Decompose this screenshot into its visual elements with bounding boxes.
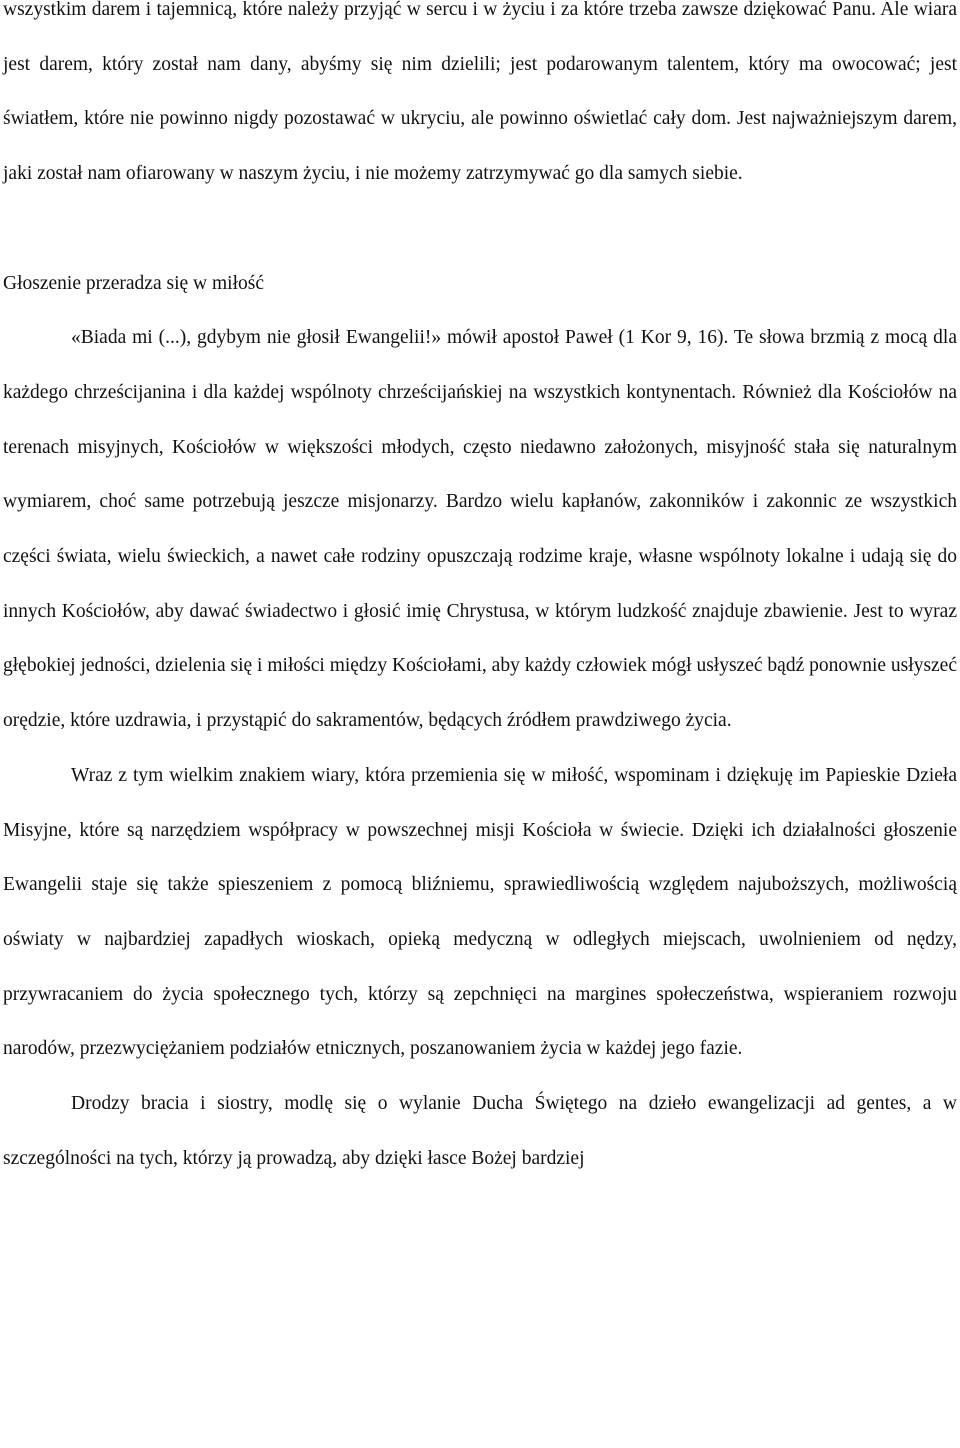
section-heading: Głoszenie przeradza się w miłość	[3, 272, 264, 294]
paragraph-3: Wraz z tym wielkim znakiem wiary, która przemienia się w miłość, wspominam i dziękuję im Papieskie Dzieła Misyjne, które są narzędziem współpracy w powszechnej misji Kościoła w świecie. Dzięki ich działalności głoszenie Ewangelii staje się także spieszeniem z pomocą bliźniemu, sprawiedliwością względem najuboższych, możliwością oświaty w najbardziej zapadłych wioskach, opieką medyczną w odległych miejscach, uwolnieniem od nędzy, przywracaniem do życia społecznego tych, którzy są zepchnięci na margines społeczeństwa, wspieraniem rozwoju narodów, przezwyciężaniem podziałów etnicznych, poszanowaniem życia w każdej jego fazie.	[3, 764, 957, 1060]
spacer	[3, 202, 957, 257]
document-page	[3, 0, 957, 1186]
paragraph-4: Drodzy bracia i siostry, modlę się o wylanie Ducha Świętego na dzieło ewangelizacji ad gentes, a w szczególności na tych, którzy ją prowadzą, aby dzięki łasce Bożej bardziej	[3, 1093, 957, 1169]
paragraph-2: «Biada mi (...), gdybym nie głosił Ewangelii!» mówił apostoł Paweł (1 Kor 9, 16). Te słowa brzmią z mocą dla każdego chrześcijanina i dla każdej wspólnoty chrześcijańskiej na wszystkich kontynentach. Również dla Kościołów na terenach misyjnych, Kościołów w większości młodych, często niedawno założonych, misyjność stała się naturalnym wymiarem, choć same potrzebują jeszcze misjonarzy. Bardzo wielu kapłanów, zakonników i zakonnic ze wszystkich części świata, wielu świeckich, a nawet całe rodziny opuszczają rodzime kraje, własne wspólnoty lokalne i udają się do innych Kościołów, aby dawać świadectwo i głosić imię Chrystusa, w którym ludzkość znajduje zbawienie. Jest to wyraz głębokiej jedności, dzielenia się i miłości między Kościołami, aby każdy człowiek mógł usłyszeć bądź ponownie usłyszeć orędzie, które uzdrawia, i przystąpić do sakramentów, będących źródłem prawdziwego życia.	[3, 327, 957, 732]
paragraph-1: wszystkim darem i tajemnicą, które należy przyjąć w sercu i w życiu i za które trzeba zawsze dziękować Panu. Ale wiara jest darem, który został nam dany, abyśmy się nim dzielili; jest podarowanym talentem, który ma owocować; jest światłem, które nie powinno nigdy pozostawać w ukryciu, ale powinno oświetlać cały dom. Jest najważniejszym darem, jaki został nam ofiarowany w naszym życiu, i nie możemy zatrzymywać go dla samych siebie.	[3, 0, 957, 185]
